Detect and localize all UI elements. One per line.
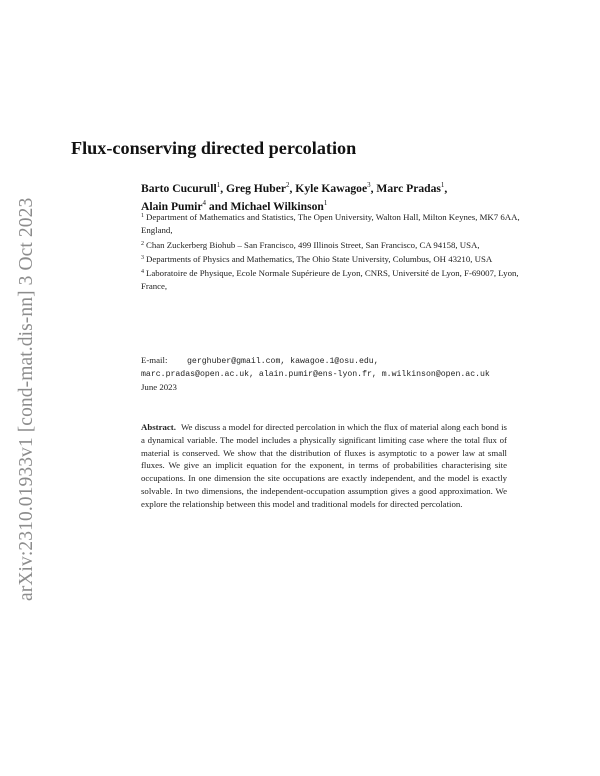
author: Kyle Kawagoe$^3$, [295, 181, 377, 195]
affiliation: $^2$ Chan Zuckerberg Biohub – San Francisco, 499 Illinois Street, San Francisco, CA 94158, USA, [141, 239, 480, 250]
affiliation: $^4$ Laboratoire de Physique, Ecole Normale Supérieure de Lyon, CNRS, Université de Lyon, F-69007, Lyon, France, [141, 268, 519, 292]
email-addresses-1[interactable]: gerghuber@gmail.com, kawagoe.1@osu.edu, [187, 357, 379, 366]
author: Michael Wilkinson$^1$ [230, 199, 328, 213]
abstract-label: Abstract. [141, 422, 176, 432]
email-addresses-2[interactable]: marc.pradas@open.ac.uk, alain.pumir@ens-lyon.fr, m.wilkinson@open.ac.uk [141, 369, 490, 379]
affiliation: $^1$ Department of Mathematics and Statistics, The Open University, Walton Hall, Milton Keynes, MK7 6AA, England, [141, 212, 520, 236]
email-row [141, 354, 490, 369]
email-label: E-mail: [141, 355, 168, 365]
affiliation-list [141, 210, 521, 294]
author: Marc Pradas$^1$, [376, 181, 448, 195]
contact-block [141, 354, 490, 394]
abstract [141, 421, 507, 511]
paper-title: Flux-conserving directed percolation [71, 138, 357, 158]
abstract-text: We discuss a model for directed percolation in which the flux of material along each bond is a dynamical variable. The model includes a physically significant limiting case where the total flux of material is conserved. We show that the distribution of fluxes is asymptotic to a power law at small fluxes. We give an implicit equation for the exponent, in terms of probabilities characterising site occupations. In one dimension the site occupations are exactly independent, and the model is exactly solvable. In two dimensions, the independent-occupation assumption gives a good approximation. We explore the relationship between this model and traditional models for directed percolation. [141, 422, 507, 509]
affiliation: $^3$ Departments of Physics and Mathematics, The Ohio State University, Columbus, OH 43210, USA [141, 253, 493, 264]
author: Barto Cucurull$^1$, [141, 181, 226, 195]
author: Greg Huber$^2$, [225, 181, 296, 195]
arxiv-identifier[interactable]: arXiv:2310.01933v1 [cond-mat.dis-nn] 3 Oct 2023 [16, 197, 37, 601]
paper-date: June 2023 [141, 382, 177, 393]
author-list [141, 178, 541, 214]
author: Alain Pumir$^4$ and [141, 199, 231, 213]
